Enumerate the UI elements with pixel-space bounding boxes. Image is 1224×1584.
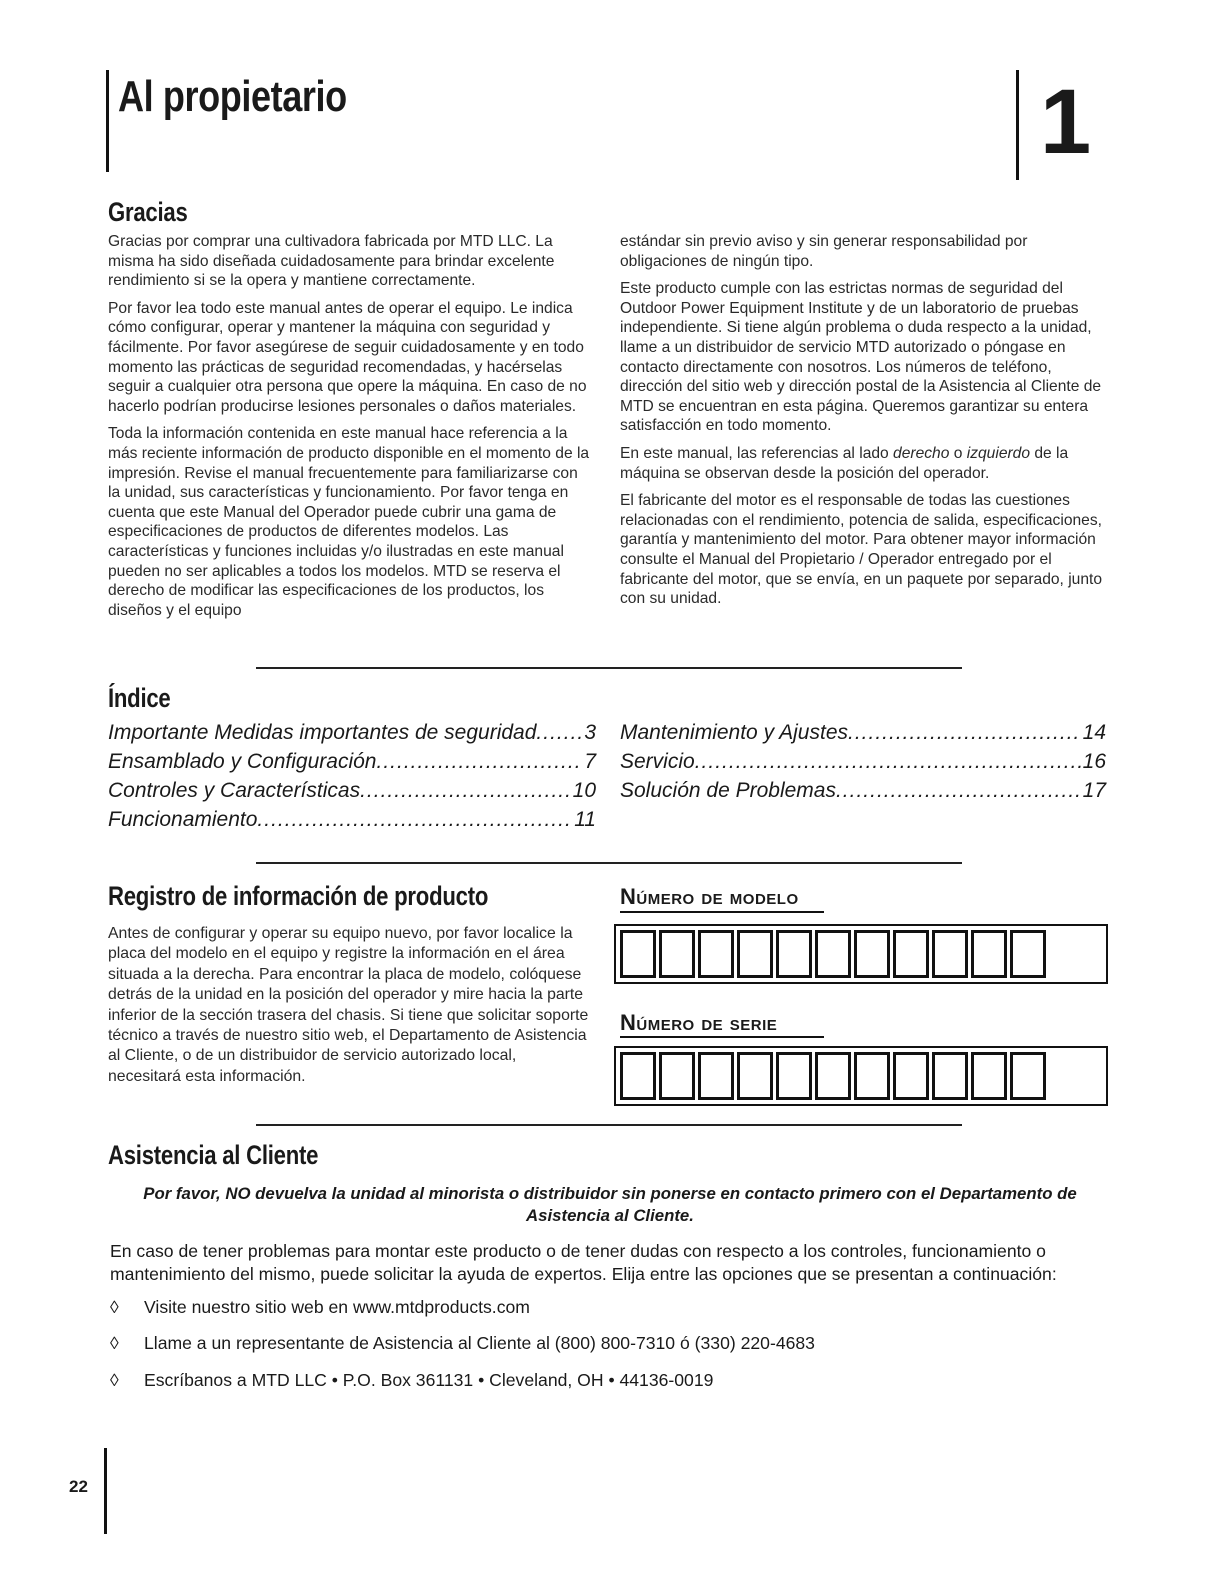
character-box[interactable] bbox=[932, 930, 968, 978]
toc-entry[interactable]: Funcionamiento ..... 11 bbox=[108, 805, 596, 834]
gracias-paragraph: Toda la información contenida en este manual hace referencia a la más reciente información de producto disponible en el momento de la impresión. Revise el manual frecuentemente para familiarizarse con la unidad, sus características y funcionamiento. Por favor tenga en cuenta que este Manual del Operador puede cubrir una gama de especificaciones de productos de diferentes modelos. Las características y funciones incluidas y/o ilustradas en este manual pueden no ser aplicables a todos los modelos. MTD se reserva el derecho de modificar las especificaciones de los productos, los diseños y el equipo bbox=[108, 425, 590, 619]
character-box[interactable] bbox=[971, 930, 1007, 978]
gracias-paragraph: estándar sin previo aviso y sin generar responsabilidad por obligaciones de ningún tipo. bbox=[620, 233, 1028, 270]
gracias-paragraph: Por favor lea todo este manual antes de operar el equipo. Le indica cómo configurar, operar y mantener la máquina con seguridad y fácilmente. Por favor asegúrese de seguir cuidadosamente y en todo momento las prácticas de seguridad recomendadas, y hacérselas seguir a cualquier otra persona que opere la máquina. En caso de no hacerlo podrían producirse lesiones personales o daños materiales. bbox=[108, 299, 587, 415]
contact-website[interactable]: ◊ Visite nuestro sitio web en www.mtdproducts.com bbox=[110, 1297, 530, 1317]
return-notice: Por favor, NO devuelva la unidad al minorista o distribuidor sin ponerse en contacto primero con el Departamento de Asistencia al Cliente. bbox=[143, 1184, 1077, 1225]
toc-entry[interactable]: Solución de Problemas ..... 17 bbox=[620, 776, 1106, 805]
gracias-paragraph: Gracias por comprar una cultivadora fabricada por MTD LLC. La misma ha sido diseñada cuidadosamente para brindar excelente rendimiento si se la opera y mantiene correctamente. bbox=[108, 233, 555, 290]
diamond-bullet-icon: ◊ bbox=[110, 1333, 119, 1353]
page-number: 22 bbox=[69, 1477, 88, 1496]
toc-entry[interactable]: Ensamblado y Configuración ..... 7 bbox=[108, 747, 596, 776]
character-box[interactable] bbox=[737, 1052, 773, 1100]
character-box[interactable] bbox=[893, 1052, 929, 1100]
character-box[interactable] bbox=[1010, 1052, 1046, 1100]
toc-entry[interactable]: Mantenimiento y Ajustes ..... 14 bbox=[620, 718, 1106, 747]
character-box[interactable] bbox=[971, 1052, 1007, 1100]
chapter-title: Al propietario bbox=[118, 72, 347, 121]
character-box[interactable] bbox=[659, 930, 695, 978]
character-box[interactable] bbox=[932, 1052, 968, 1100]
toc-right-column bbox=[620, 718, 1106, 805]
character-box[interactable] bbox=[854, 1052, 890, 1100]
character-box[interactable] bbox=[737, 930, 773, 978]
gracias-paragraph: El fabricante del motor es el responsable de todas las cuestiones relacionadas con el rendimiento, potencia de salida, especificaciones, garantía y mantenimiento del motor. Para obtener mayor información consulte el Manual del Propietario / Operador entregado por el fabricante del motor, que se envía, en un paquete por separado, junto con su unidad. bbox=[620, 492, 1103, 608]
chapter-number: 1 bbox=[1040, 71, 1092, 173]
diamond-bullet-icon: ◊ bbox=[110, 1370, 119, 1390]
indice-heading: Índice bbox=[108, 683, 171, 713]
title-rule-right bbox=[1016, 70, 1019, 180]
model-number-underline bbox=[620, 911, 824, 913]
serial-number-label: Número de serie bbox=[620, 1010, 778, 1035]
gracias-paragraph: Este producto cumple con las estrictas normas de seguridad del Outdoor Power Equipment Institute y de un laboratorio de pruebas independiente. Si tiene algún problema o duda respecto a la unidad, llame a un distribuidor de servicio MTD autorizado o póngase en contacto directamente con nosotros. Los números de teléfono, dirección del sitio web y dirección postal de la Asistencia al Cliente de MTD se encuentran en esta página. Queremos garantizar su entera satisfacción en todo momento. bbox=[620, 280, 1102, 435]
registro-body: Antes de configurar y operar su equipo nuevo, por favor localice la placa del modelo en el equipo y registre la información en el área situada a la derecha. Para encontrar la placa de modelo, colóquese detrás de la unidad en la posición del operador y mire hacia la parte inferior de la sección trasera del chasis. Si tiene que solicitar soporte técnico a través de nuestro sitio web, el Departamento de Asistencia al Cliente, o de un distribuidor de servicio autorizado local, necesitará esta información. bbox=[108, 925, 589, 1085]
gracias-heading: Gracias bbox=[108, 197, 188, 227]
divider bbox=[256, 667, 962, 669]
character-box[interactable] bbox=[815, 1052, 851, 1100]
toc-entry[interactable]: Servicio ..... 16 bbox=[620, 747, 1106, 776]
toc-left-column bbox=[108, 718, 596, 834]
character-box[interactable] bbox=[620, 930, 656, 978]
footer-rule bbox=[104, 1448, 107, 1534]
registro-heading: Registro de información de producto bbox=[108, 881, 489, 911]
gracias-left-column bbox=[108, 232, 592, 628]
character-box[interactable] bbox=[776, 930, 812, 978]
character-box[interactable] bbox=[893, 930, 929, 978]
title-rule-left bbox=[106, 70, 109, 172]
diamond-bullet-icon: ◊ bbox=[110, 1297, 119, 1317]
character-box[interactable] bbox=[698, 930, 734, 978]
divider bbox=[256, 1124, 962, 1126]
toc-entry[interactable]: Importante Medidas importantes de seguridad ..... 3 bbox=[108, 718, 596, 747]
contact-phone[interactable]: ◊ Llame a un representante de Asistencia al Cliente al (800) 800-7310 ó (330) 220-4683 bbox=[110, 1333, 815, 1353]
gracias-paragraph: En este manual, las referencias al lado derecho o izquierdo de la máquina se observan desde la posición del operador. bbox=[620, 444, 1069, 482]
gracias-right-column bbox=[620, 232, 1112, 617]
toc-entry[interactable]: Controles y Características ..... 10 bbox=[108, 776, 596, 805]
character-box[interactable] bbox=[620, 1052, 656, 1100]
asistencia-heading: Asistencia al Cliente bbox=[108, 1140, 319, 1170]
serial-number-underline bbox=[620, 1036, 824, 1038]
character-box[interactable] bbox=[1010, 930, 1046, 978]
customer-intro: En caso de tener problemas para montar este producto o de tener dudas con respecto a los controles, funcionamiento o mantenimiento del mismo, puede solicitar la ayuda de expertos. Elija entre las opciones que se presentan a continuación: bbox=[110, 1241, 1057, 1284]
character-box[interactable] bbox=[698, 1052, 734, 1100]
model-number-boxes[interactable] bbox=[620, 930, 1046, 978]
divider bbox=[256, 862, 962, 864]
character-box[interactable] bbox=[659, 1052, 695, 1100]
contact-mail: ◊ Escríbanos a MTD LLC • P.O. Box 361131 • Cleveland, OH • 44136-0019 bbox=[110, 1370, 714, 1390]
model-number-label: Número de modelo bbox=[620, 884, 799, 909]
character-box[interactable] bbox=[854, 930, 890, 978]
character-box[interactable] bbox=[776, 1052, 812, 1100]
character-box[interactable] bbox=[815, 930, 851, 978]
serial-number-boxes[interactable] bbox=[620, 1052, 1046, 1100]
